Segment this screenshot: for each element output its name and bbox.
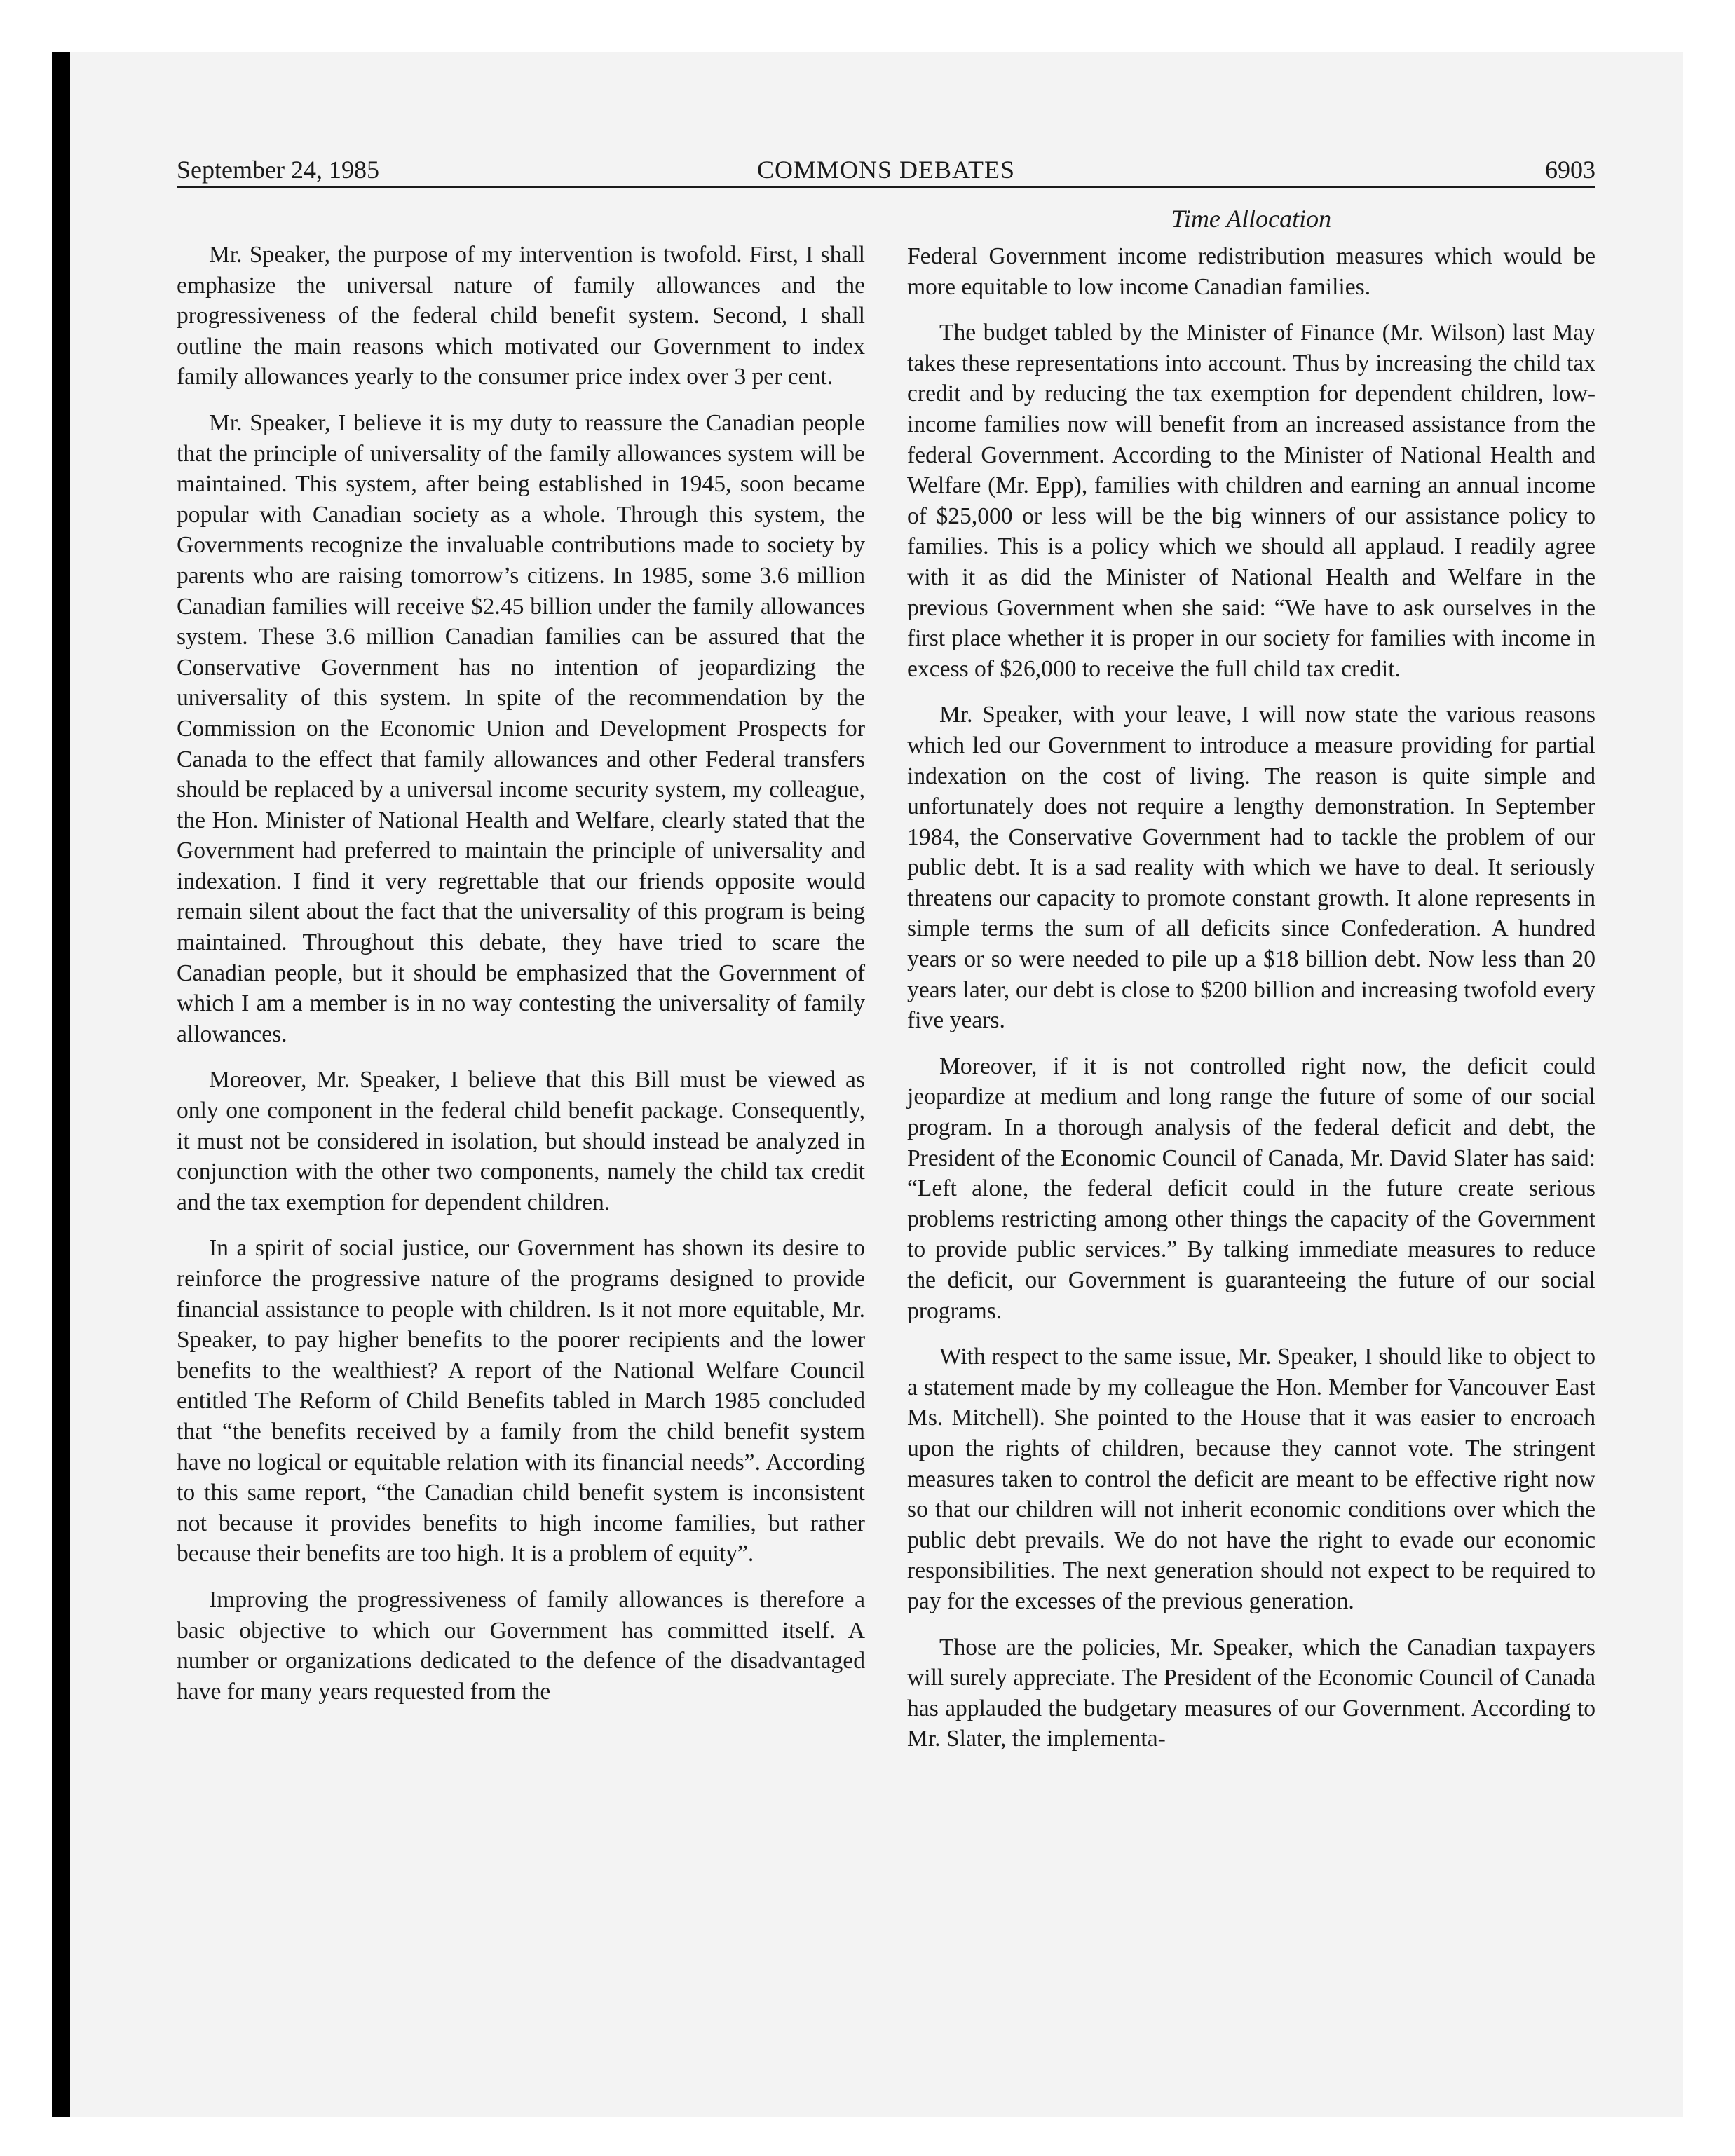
header-date: September 24, 1985: [177, 156, 379, 184]
paragraph: The budget tabled by the Minister of Finance (Mr. Wilson) last May takes these representations into account. Thus by increasing the child tax credit and by reducing the tax exemption for dependent children, low-income families now will benefit from an increased assistance from the federal Government. According to the Minister of National Health and Welfare (Mr. Epp), families with children and earning an annual income of $25,000 or less will be the big winners of our assistance policy to families. This is a policy which we should all applaud. I readily agree with it as did the Minister of National Health and Welfare in the previous Government when she said: “We have to ask ourselves in the first place whether it is proper in our society for families with income in excess of $26,000 to receive the full child tax credit.: [907, 320, 1595, 682]
paragraph: Moreover, if it is not controlled right now, the deficit could jeopardize at medium and long range the future of some of our social program. In a thorough analysis of the federal deficit and debt, the President of the Economic Council of Canada, Mr. David Slater has said: “Left alone, the federal deficit could in the future create serious problems restricting among other things the capacity of the Government to provide public services.” By talking immediate measures to reduce the deficit, our Government is guaranteeing the future of our social programs.: [907, 1053, 1595, 1324]
paragraph: Mr. Speaker, the purpose of my intervention is twofold. First, I shall emphasize the universal nature of family allowances and the progressiveness of the federal child benefit system. Second, I shall outline the main reasons which motivated our Government to index family allowances yearly to the consumer price index over 3 per cent.: [177, 242, 865, 390]
paragraph: With respect to the same issue, Mr. Speaker, I should like to object to a statement made by my colleague the Hon. Member for Vancouver East Ms. Mitchell). She pointed to the House that it was easier to encroach upon the rights of children, because they cannot vote. The stringent measures taken to control the deficit are meant to be effective right now so that our children will not inherit economic conditions over which the public debt prevails. We do not have the right to evade our economic responsibilities. The next generation should not expect to be required to pay for the excesses of the previous generation.: [907, 1344, 1595, 1614]
scan-edge: [52, 52, 70, 2117]
right-column: [907, 241, 1595, 1770]
paragraph: Improving the progressiveness of family allowances is therefore a basic objective to which our Government has committed itself. A number or organizations dedicated to the defence of the disadvantaged have for many years requested from the: [177, 1586, 865, 1705]
paragraph: Federal Government income redistribution measures which would be more equitable to low income Canadian families.: [907, 243, 1595, 300]
paragraph: Mr. Speaker, I believe it is my duty to reassure the Canadian people that the principle of universality of the family allowances system will be maintained. This system, after being established in 1945, soon became popular with Canadian society as a whole. Through this system, the Governments recognize the invaluable contributions made to society by parents who are raising tomorrow’s citizens. In 1985, some 3.6 million Canadian families will receive $2.45 billion under the family allowances system. These 3.6 million Canadian families can be assured that the Conservative Government has no intention of jeopardizing the universality of this system. In spite of the recommendation by the Commission on the Economic Union and Development Prospects for Canada to the effect that family allowances and other Federal transfers should be replaced by a universal income security system, my colleague, the Hon. Minister of National Health and Welfare, clearly stated that the Government had preferred to maintain the principle of universality and indexation. I find it very regrettable that our friends opposite would remain silent about the fact that the universality of this program is being maintained. Throughout this debate, they have tried to scare the Canadian people, but it should be emphasized that the Government of which I am a member is in no way contesting the universality of family allowances.: [177, 409, 865, 1047]
publication-title: COMMONS DEBATES: [756, 156, 1016, 184]
header-rule: [177, 186, 1595, 188]
paragraph: In a spirit of social justice, our Government has shown its desire to reinforce the progressive nature of the programs designed to provide financial assistance to people with children. Is it not more equitable, Mr. Speaker, to pay higher benefits to the poorer recipients and the lower benefits to the wealthiest? A report of the National Welfare Council entitled The Reform of Child Benefits tabled in March 1985 concluded that “the benefits received by a family from the child benefit system have no logical or equitable relation with its financial needs”. According to this same report, “the Canadian child benefit system is inconsistent not because it provides benefits to high income families, but rather because their benefits are too high. It is a problem of equity”.: [177, 1235, 865, 1567]
left-column: [177, 240, 865, 1722]
paragraph: Those are the policies, Mr. Speaker, which the Canadian taxpayers will surely appreciate. The President of the Economic Council of Canada has applauded the budgetary measures of our Government. According to Mr. Slater, the implementa-: [907, 1634, 1595, 1752]
section-subheading: Time Allocation: [1171, 205, 1332, 233]
paragraph: Moreover, Mr. Speaker, I believe that this Bill must be viewed as only one component in the federal child benefit package. Consequently, it must not be considered in isolation, but should instead be analyzed in conjunction with the other two components, namely the child tax credit and the tax exemption for dependent children.: [177, 1067, 865, 1215]
page-number: 6903: [1545, 156, 1595, 184]
running-header: [177, 150, 1595, 189]
paragraph: Mr. Speaker, with your leave, I will now state the various reasons which led our Government to introduce a measure providing for partial indexation on the cost of living. The reason is quite simple and unfortunately does not require a lengthy demonstration. In September 1984, the Conservative Government had to tackle the problem of our public debt. It is a sad reality with which we have to deal. It seriously threatens our capacity to promote constant growth. It alone represents in simple terms the sum of all deficits since Confederation. A hundred years or so were needed to pile up a $18 billion debt. Now less than 20 years later, our debt is close to $200 billion and increasing twofold every five years.: [907, 702, 1595, 1034]
